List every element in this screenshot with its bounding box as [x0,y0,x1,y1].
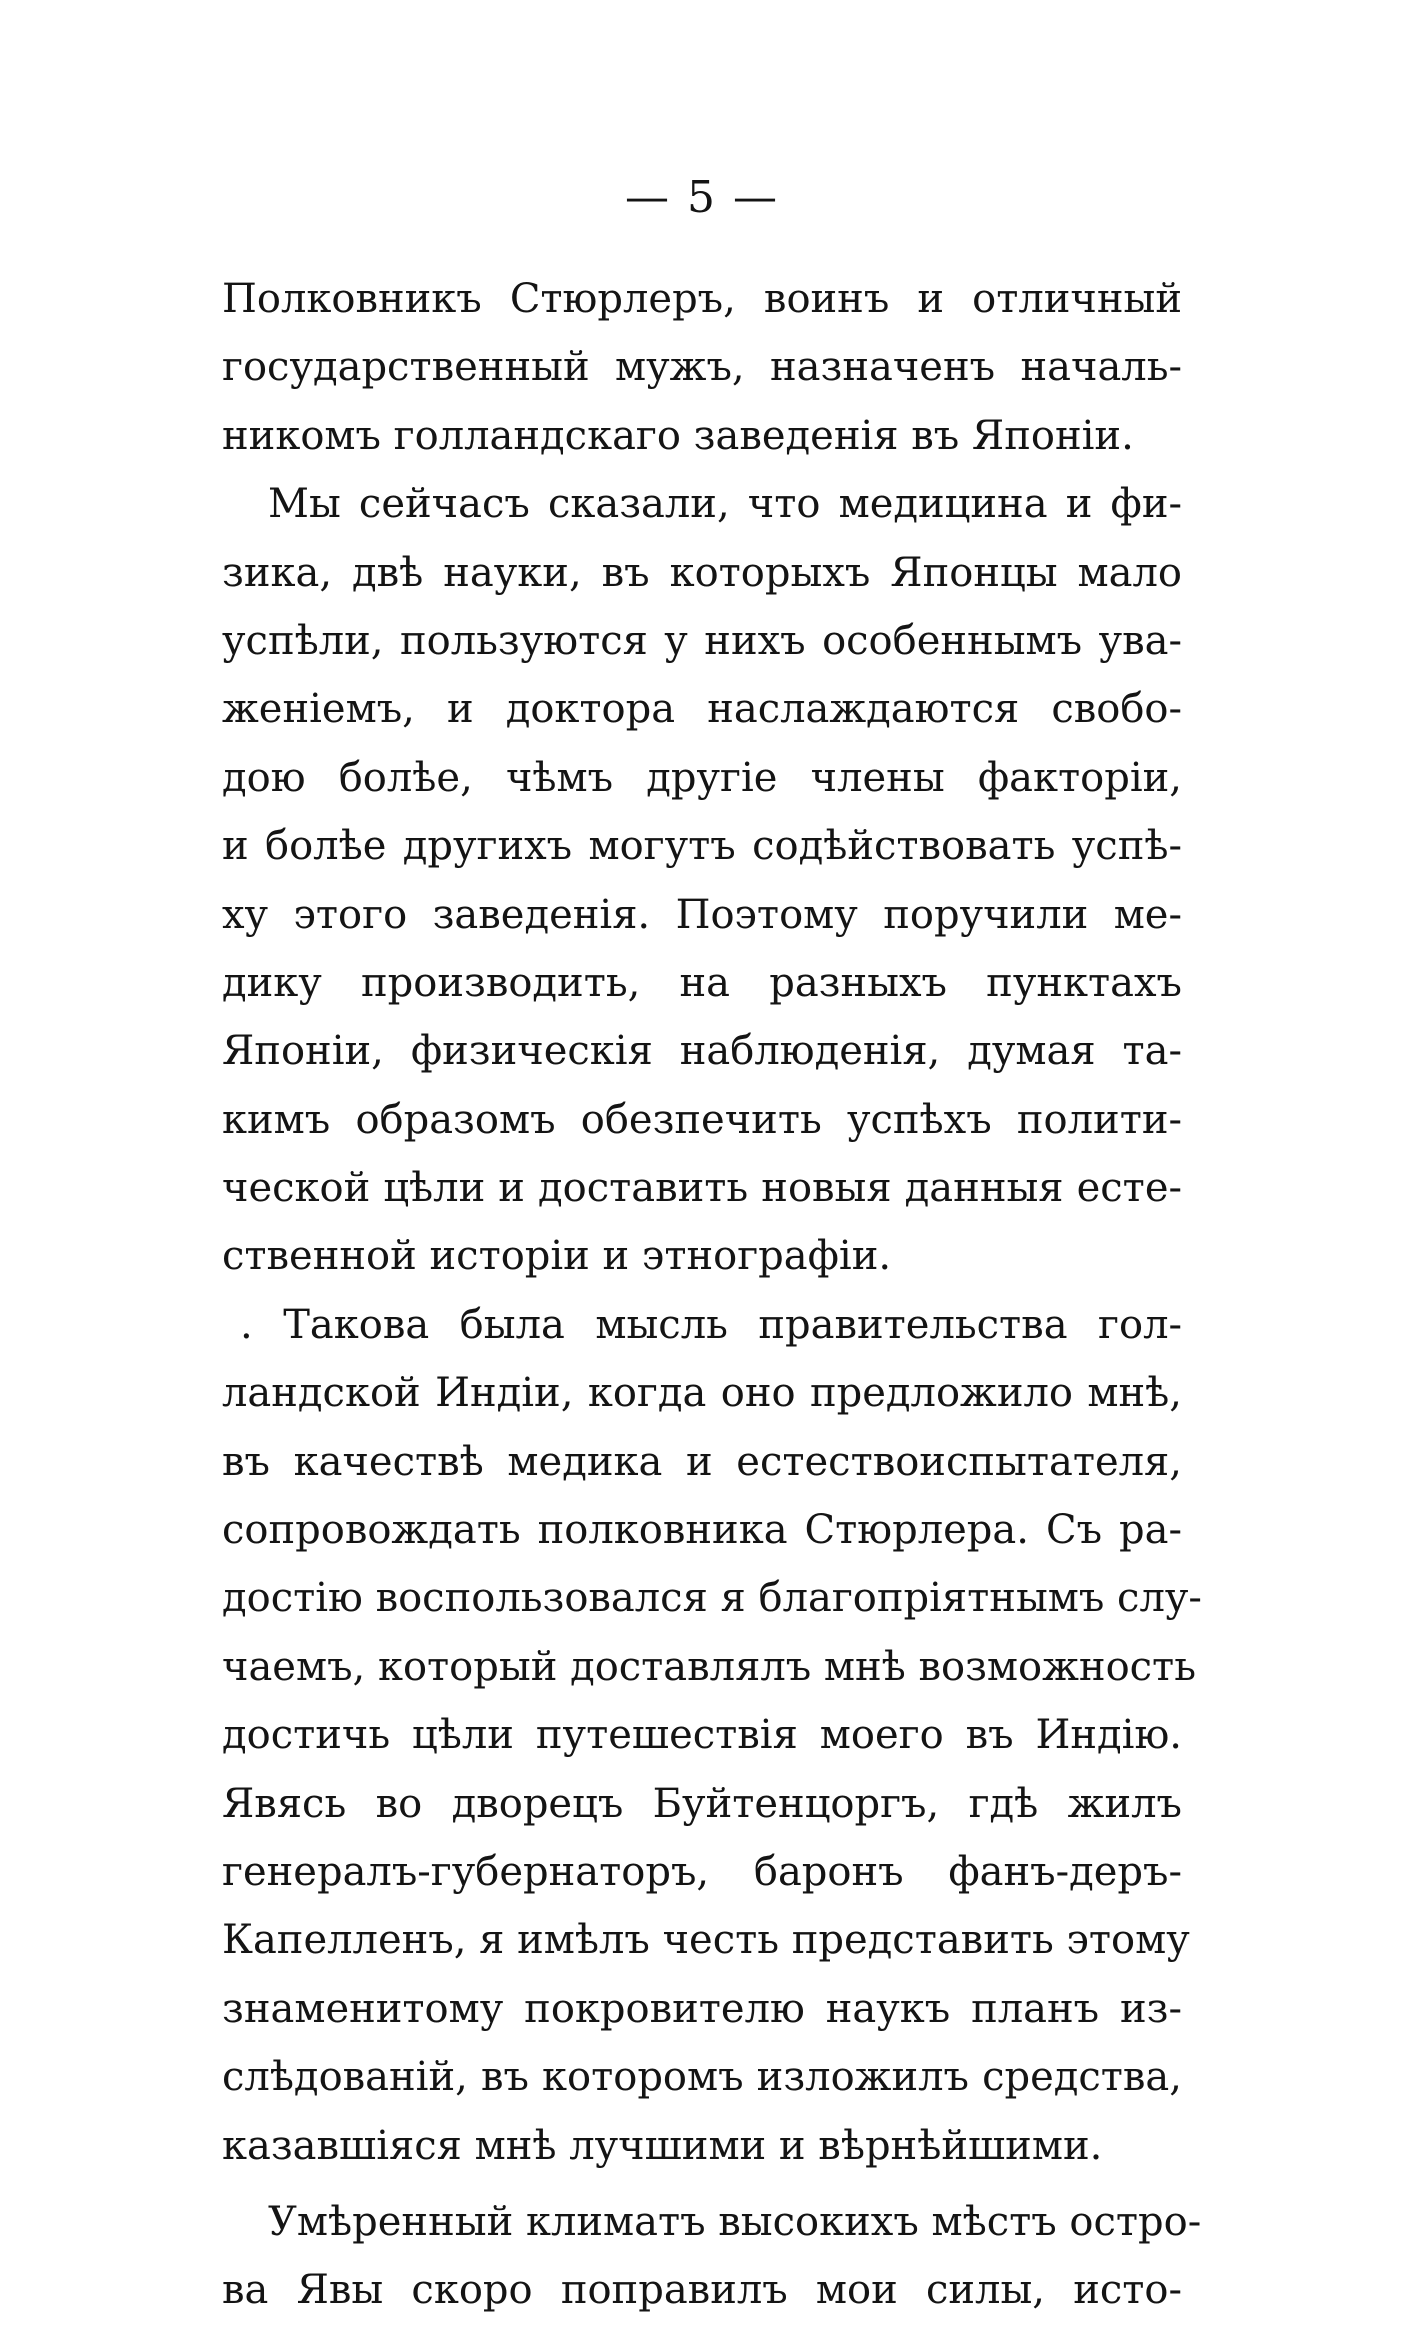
text-line: и болѣе другихъ могутъ содѣйствовать успѣ- [222,823,1182,870]
text-line: ландской Индіи, когда оно предложило мнѣ, [222,1370,1182,1417]
text-line: Умѣренный климатъ высокихъ мѣстъ остро- [268,2198,1202,2245]
text-line: Капелленъ, я имѣлъ честь представить этому [222,1917,1190,1964]
text-line: ва Явы скоро поправилъ мои силы, исто- [222,2267,1182,2314]
text-line: достичь цѣли путешествія моего въ Индію. [222,1712,1182,1759]
text-line: достію воспользовался я благопріятнымъ слу- [222,1575,1202,1622]
text-line: ху этого заведенія. Поэтому поручили ме- [222,891,1182,938]
text-line: чаемъ, который доставлялъ мнѣ возможность [222,1643,1196,1690]
text-line: въ качествѣ медика и естествоиспытателя, [222,1438,1182,1485]
text-line: . Такова была мысль правительства гол- [240,1301,1182,1348]
text-line: генералъ-губернаторъ, баронъ фанъ-деръ- [222,1848,1182,1895]
text-line: ственной исторіи и этнографіи. [222,1233,892,1280]
text-line: успѣли, пользуются у нихъ особеннымъ ува- [222,617,1182,664]
body-text [222,265,1202,2325]
text-line: ческой цѣли и доставить новыя данныя есте- [222,1165,1182,1212]
text-line: зика, двѣ науки, въ которыхъ Японцы мало [222,549,1182,596]
page-number: — 5 — [625,172,779,223]
text-line: слѣдованій, въ которомъ изложилъ средства, [222,2054,1182,2101]
text-line: Мы сейчасъ сказали, что медицина и фи- [268,481,1182,528]
text-line: Явясь во дворецъ Буйтенцоргъ, гдѣ жилъ [222,1780,1182,1827]
text-line: знаменитому покровителю наукъ планъ из- [222,1985,1182,2032]
text-line: Японіи, физическія наблюденія, думая та- [222,1028,1182,1075]
text-line: дику производить, на разныхъ пунктахъ [222,959,1182,1006]
text-line: Полковникъ Стюрлеръ, воинъ и отличный [222,276,1182,322]
text-line: дою болѣе, чѣмъ другіе члены факторіи, [222,754,1182,801]
text-line: казавшіяся мнѣ лучшими и вѣрнѣйшими. [222,2122,1103,2169]
text-line: кимъ образомъ обезпечить успѣхъ полити- [222,1096,1182,1143]
text-line: никомъ голландскаго заведенія въ Японіи. [222,412,1134,459]
text-line: женіемъ, и доктора наслаждаются свобо- [222,686,1182,733]
text-line: государственный мужъ, назначенъ началь- [222,344,1182,391]
text-line: сопровождать полковника Стюрлера. Съ ра- [222,1507,1182,1554]
